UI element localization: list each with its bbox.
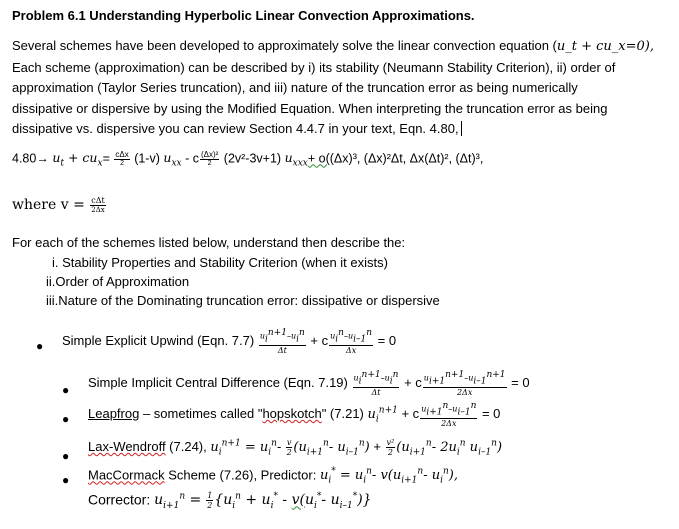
scheme-implicit: Simple Implicit Central Difference (Eqn. 7.19) $\frac{u_i^{n+1}-u_i^n}{\Delta t}$ + c $\frac{u_{i+1}^{n+1}-u_{i-1}^{n+1}}{2\Delta x}$ = 0 bbox=[88, 370, 530, 397]
eq-fraction-2: $\frac{\text{(Δx)²}}{2}$ bbox=[200, 150, 219, 168]
equation-4-80: $4.80\to u_t + cu_x=$ $\frac{\text{cΔx}}{2}$ (1-v) $u_{xx}$ - c $\frac{\text{(Δx)²}}{2}$ (2v²-3v+1) $u_{xxx}+ o((\Delta x)^3$, (Δx)²Δt, Δx(Δt)², (Δt)³, bbox=[12, 150, 484, 169]
scheme-lax-wendroff: Lax-Wendroff (7.24), $u_i^{n+1} = u_i^n-$ $\frac{v}{2}$ ($u_{i+1}^n-$ $u_{i-1}^n$) + $\frac{\text{v²}}{2}$ ($u_{i+1}^n-$ $2u_i^n$ $u_{i-1}^n$) bbox=[88, 438, 503, 458]
bullet-icon: ● bbox=[62, 412, 70, 426]
maccormack-corrector: Corrector: $u_{i+1}^n$ = $\frac{1}{2}$ {$u_i^n + u_i^* - v(u_i^*-$ $u_{i-1}^*$)} bbox=[88, 491, 372, 512]
eq-order-tail: (Δx)³, (Δx)²Δt, Δx(Δt)², (Δt)³, bbox=[329, 151, 484, 166]
scheme-leapfrog: Leapfrog – sometimes called "hopskotch" (7.21) $u_i^{n+1} + c$ $\frac{u_{i+1}^n-u_{i-1}^n}{2\Delta x}$ = 0 bbox=[88, 401, 501, 428]
intro-line-2: Each scheme (approximation) can be described by i) its stability (Neumann Stability Criterion), ii) order of bbox=[12, 59, 616, 75]
bullet-icon: ● bbox=[62, 383, 70, 397]
where-definition: where v = $\frac{\text{cΔt}}{2\Delta x}$ bbox=[12, 196, 105, 215]
bullet-icon: ● bbox=[62, 449, 70, 463]
problem-title: Problem 6.1 Understanding Hyperbolic Linear Convection Approximations. bbox=[12, 8, 475, 23]
intro-paragraph bbox=[12, 36, 676, 140]
eq-label: 4.80→ bbox=[12, 151, 49, 166]
instruction-item-3: iii.Nature of the Dominating truncation error: dissipative or dispersive bbox=[46, 293, 440, 308]
intro-line-1: Several schemes have been developed to approximately solve the linear convection equation ( bbox=[12, 38, 557, 53]
scheme-maccormack: MacCormack Scheme (7.26), Predictor: $u_i^* = u_i^n-$ $v(u_{i+1}^n-$ $u_i^n$), bbox=[88, 467, 459, 486]
eq-fraction-1: $\frac{\text{cΔx}}{2}$ bbox=[115, 150, 129, 168]
eq-factor-2: (2v²-3v+1) bbox=[223, 151, 282, 166]
bullet-icon: ● bbox=[36, 339, 44, 353]
convection-equation: u_t + cu_x=0), bbox=[556, 39, 654, 54]
intro-line-3: approximation (Taylor Series truncation), and iii) nature of the truncation error as being numerically bbox=[12, 80, 578, 96]
bullet-icon: ● bbox=[62, 473, 70, 487]
eq-factor-1: (1-v) bbox=[134, 151, 160, 166]
text-cursor bbox=[461, 121, 462, 136]
intro-line-4: dissipative or dispersive by using the Modified Equation. When interpreting the truncation error as being bbox=[12, 100, 608, 116]
intro-line-5: dissipative vs. dispersive you can review Section 4.4.7 in your text, Eqn. 4.80, bbox=[12, 121, 459, 137]
scheme-upwind: Simple Explicit Upwind (Eqn. 7.7) $\frac{u_i^{n+1}-u_i^n}{\Delta t}$ + c $\frac{u_i^n-u_{i-1}^n}{\Delta x}$ = 0 bbox=[62, 328, 397, 355]
instruction-item-2: ii.Order of Approximation bbox=[46, 274, 190, 289]
instructions-lead: For each of the schemes listed below, understand then describe the: bbox=[12, 235, 406, 250]
where-fraction: $\frac{\text{cΔt}}{2\Delta x}$ bbox=[91, 196, 105, 215]
eq-order-term: + o( bbox=[307, 151, 330, 166]
instruction-item-1: i. Stability Properties and Stability Criterion (when it exists) bbox=[52, 255, 388, 270]
